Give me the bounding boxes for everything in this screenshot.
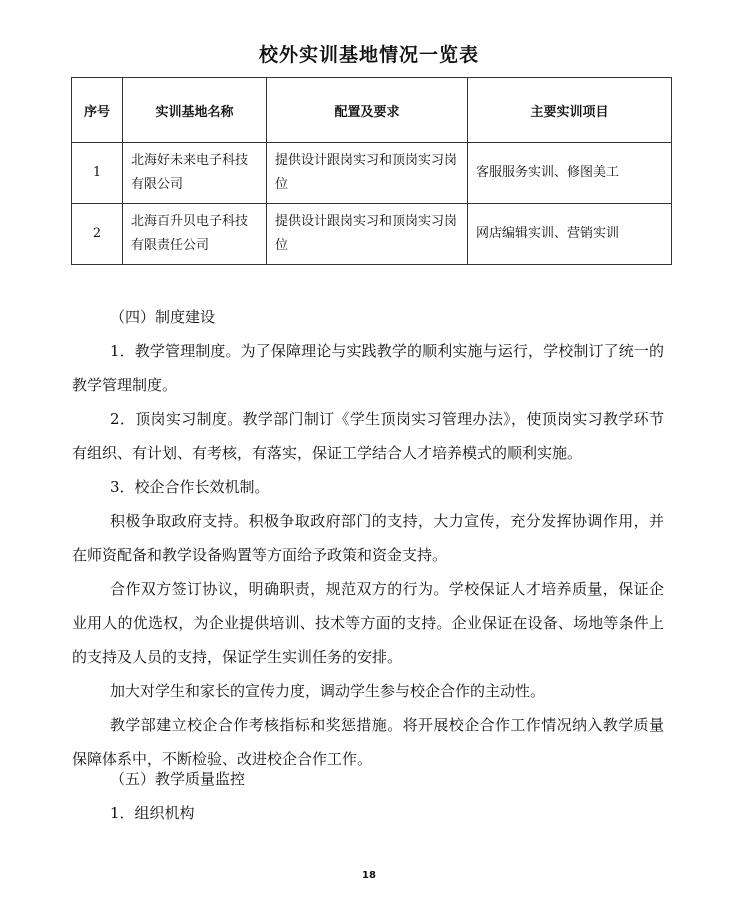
- cell-base-name: 北海百升贝电子科技有限责任公司: [123, 204, 267, 265]
- section-heading-system: （四）制度建设: [110, 308, 216, 326]
- section-heading-quality: （五）教学质量监控: [110, 770, 246, 788]
- header-config: 配置及要求: [267, 78, 468, 143]
- table-header-row: [72, 78, 672, 143]
- header-projects: 主要实训项目: [468, 78, 672, 143]
- cell-config: 提供设计跟岗实习和顶岗实习岗位: [267, 143, 468, 204]
- header-base-name: 实训基地名称: [123, 78, 267, 143]
- table-row: [72, 204, 672, 265]
- training-base-table: [71, 77, 672, 265]
- paragraph-agreement: 合作双方签订协议，明确职责，规范双方的行为。学校保证人才培养质量，保证企业用人的优选权，为企业提供培训、技术等方面的支持。企业保证在设备、场地等条件上的支持及人员的支持，保证学生实训任务的安排。: [72, 580, 664, 666]
- paragraph-publicity: 加大对学生和家长的宣传力度，调动学生参与校企合作的主动性。: [110, 682, 546, 700]
- cell-base-name: 北海好未来电子科技有限公司: [123, 143, 267, 204]
- paragraph-teaching-management: 1．教学管理制度。为了保障理论与实践教学的顺利实施与运行，学校制订了统一的教学管理制度。: [72, 342, 664, 394]
- header-index: 序号: [72, 78, 123, 143]
- cell-projects: 客服服务实训、修图美工: [468, 143, 672, 204]
- paragraph-assessment: 教学部建立校企合作考核指标和奖惩措施。将开展校企合作工作情况纳入教学质量保障体系中，不断检验、改进校企合作工作。: [72, 716, 664, 768]
- cell-config: 提供设计跟岗实习和顶岗实习岗位: [267, 204, 468, 265]
- paragraph-organization: 1．组织机构: [110, 804, 195, 822]
- cell-index: 1: [72, 143, 123, 204]
- cell-index: 2: [72, 204, 123, 265]
- cell-projects: 网店编辑实训、营销实训: [468, 204, 672, 265]
- page-number: 18: [362, 870, 376, 881]
- table-row: [72, 143, 672, 204]
- paragraph-internship-system: 2．顶岗实习制度。教学部门制订《学生顶岗实习管理办法》，使顶岗实习教学环节有组织、有计划、有考核，有落实，保证工学结合人才培养模式的顺利实施。: [72, 410, 664, 462]
- paragraph-cooperation-mechanism: 3．校企合作长效机制。: [110, 478, 270, 496]
- paragraph-government-support: 积极争取政府支持。积极争取政府部门的支持，大力宣传，充分发挥协调作用，并在师资配备和教学设备购置等方面给予政策和资金支持。: [72, 512, 664, 564]
- table-title: 校外实训基地情况一览表: [258, 44, 479, 66]
